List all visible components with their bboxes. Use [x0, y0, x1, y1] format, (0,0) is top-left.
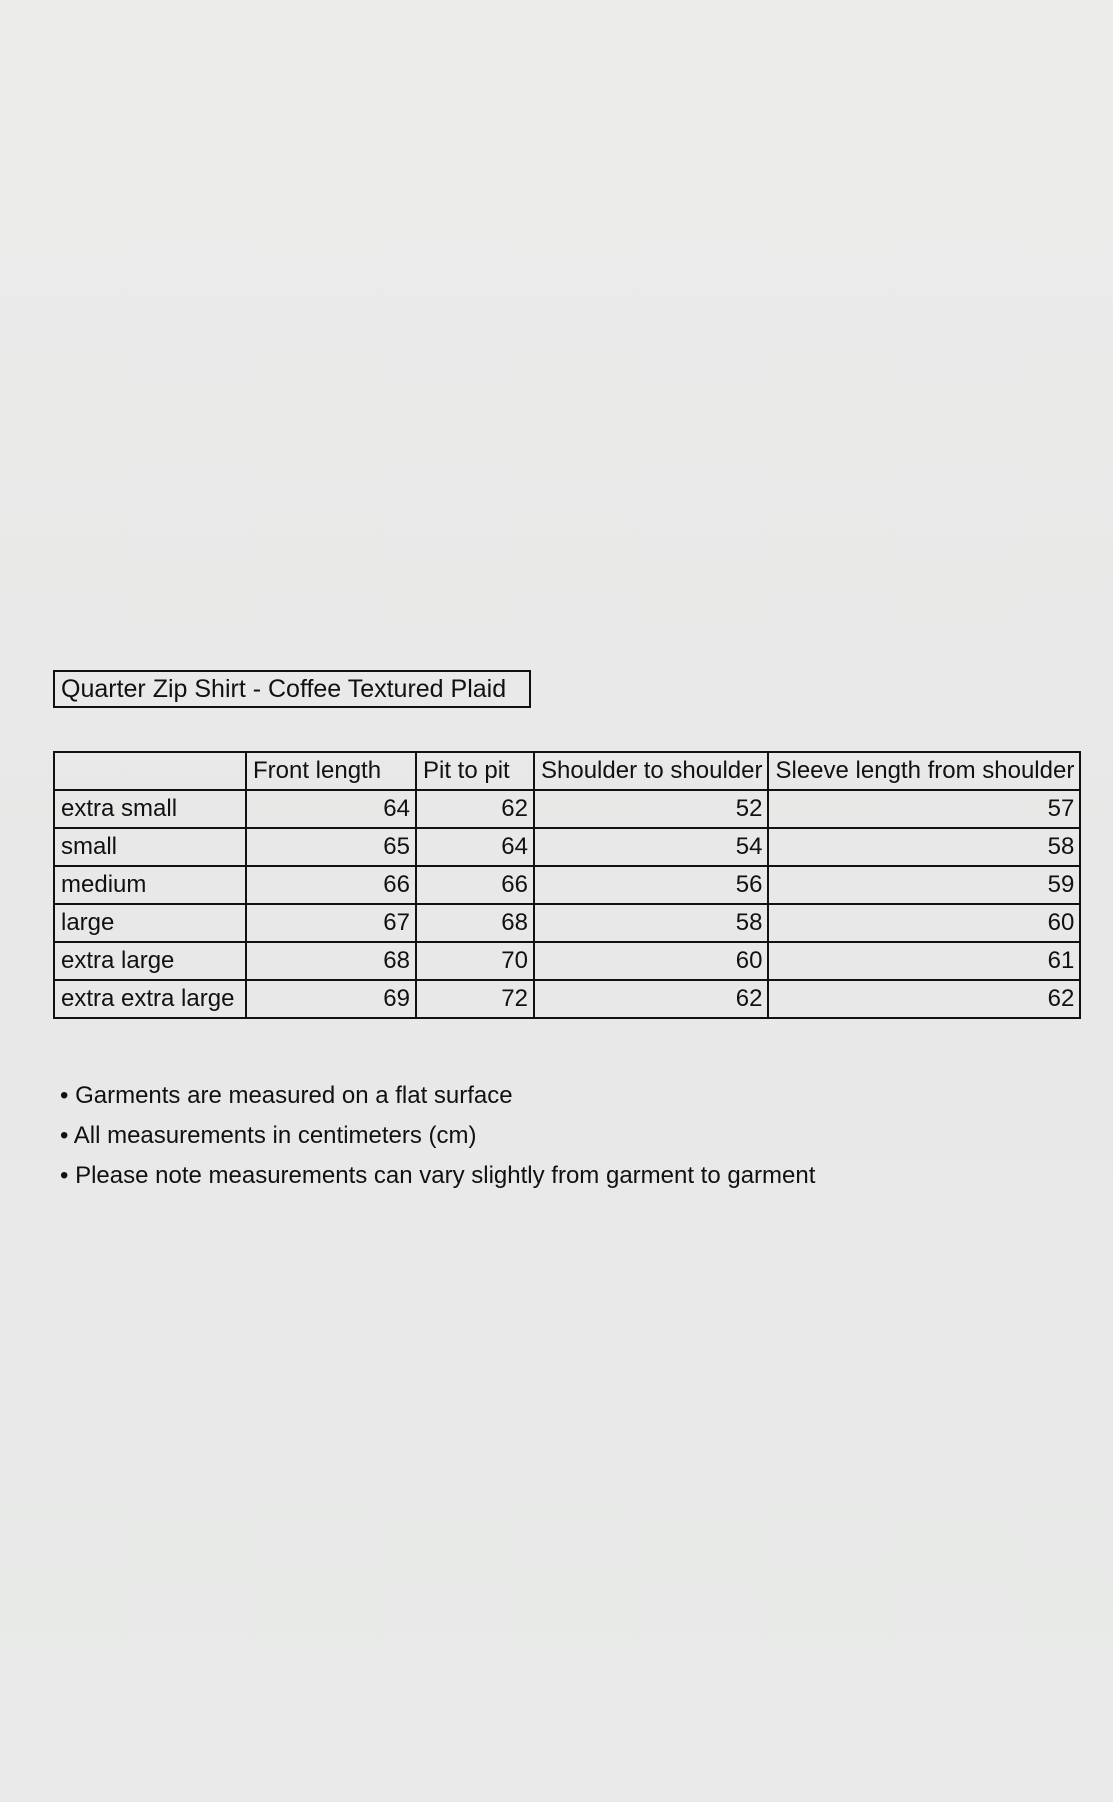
size-label: extra large — [54, 942, 246, 980]
front-length-value: 65 — [246, 828, 416, 866]
shoulder-to-shoulder-value: 54 — [534, 828, 768, 866]
sleeve-length-value: 60 — [768, 904, 1080, 942]
note-item: • All measurements in centimeters (cm) — [60, 1122, 477, 1149]
size-label: medium — [54, 866, 246, 904]
measurement-notes — [60, 1078, 815, 1198]
sleeve-length-value: 61 — [768, 942, 1080, 980]
front-length-value: 69 — [246, 980, 416, 1018]
size-label: extra small — [54, 790, 246, 828]
sleeve-length-value: 59 — [768, 866, 1080, 904]
pit-to-pit-value: 66 — [416, 866, 534, 904]
front-length-value: 66 — [246, 866, 416, 904]
size-label: extra extra large — [54, 980, 246, 1018]
header-sleeve-length: Sleeve length from shoulder — [768, 752, 1080, 790]
table-row — [54, 942, 1080, 980]
header-front-length: Front length — [246, 752, 416, 790]
document-title: Quarter Zip Shirt - Coffee Textured Plaid — [53, 670, 531, 708]
front-length-value: 68 — [246, 942, 416, 980]
table-row — [54, 828, 1080, 866]
pit-to-pit-value: 68 — [416, 904, 534, 942]
note-item: • Garments are measured on a flat surface — [60, 1082, 513, 1109]
header-size — [54, 752, 246, 790]
shoulder-to-shoulder-value: 52 — [534, 790, 768, 828]
table-header-row — [54, 752, 1080, 790]
table-row — [54, 980, 1080, 1018]
shoulder-to-shoulder-value: 60 — [534, 942, 768, 980]
shoulder-to-shoulder-value: 58 — [534, 904, 768, 942]
front-length-value: 67 — [246, 904, 416, 942]
table-row — [54, 866, 1080, 904]
sleeve-length-value: 58 — [768, 828, 1080, 866]
pit-to-pit-value: 70 — [416, 942, 534, 980]
sleeve-length-value: 57 — [768, 790, 1080, 828]
pit-to-pit-value: 72 — [416, 980, 534, 1018]
pit-to-pit-value: 62 — [416, 790, 534, 828]
table-row — [54, 790, 1080, 828]
header-pit-to-pit: Pit to pit — [416, 752, 534, 790]
size-label: large — [54, 904, 246, 942]
sleeve-length-value: 62 — [768, 980, 1080, 1018]
shoulder-to-shoulder-value: 62 — [534, 980, 768, 1018]
front-length-value: 64 — [246, 790, 416, 828]
note-item: • Please note measurements can vary slightly from garment to garment — [60, 1162, 816, 1189]
size-label: small — [54, 828, 246, 866]
header-shoulder-to-shoulder: Shoulder to shoulder — [534, 752, 768, 790]
size-chart-table — [53, 751, 1081, 1019]
shoulder-to-shoulder-value: 56 — [534, 866, 768, 904]
pit-to-pit-value: 64 — [416, 828, 534, 866]
table-row — [54, 904, 1080, 942]
